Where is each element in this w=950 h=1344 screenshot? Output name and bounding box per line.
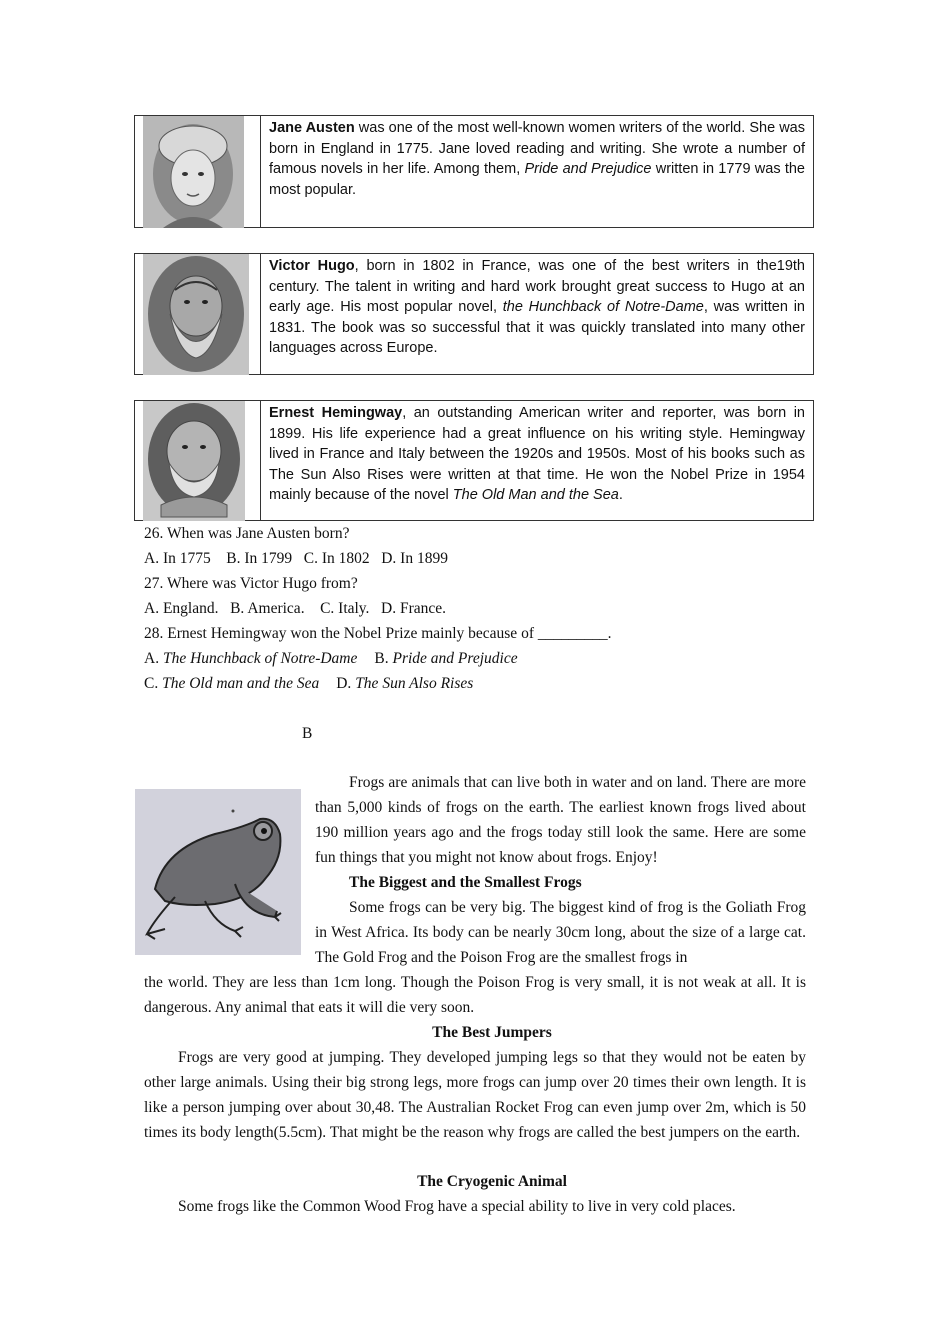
frog-image — [135, 789, 301, 955]
question-28-options-cd: C. The Old man and the Sea D. The Sun Also Rises — [144, 675, 474, 692]
victor-hugo-name: Victor Hugo — [269, 258, 355, 274]
intro-paragraph: Frogs are animals that can live both in water and on land. There are more than 5,000 kinds of frogs on the earth. The earliest known frogs lived about 190 million years ago and the frogs today still look the same. Here are some fun things that you might not know about frogs. Enjoy! — [315, 774, 806, 866]
victor-hugo-card — [134, 253, 814, 375]
jane-austen-portrait — [135, 116, 261, 227]
heading-biggest-smallest: The Biggest and the Smallest Frogs — [349, 874, 582, 891]
section-b-label: B — [302, 725, 313, 742]
ernest-hemingway-text: Ernest Hemingway, an outstanding American writer and reporter, was born in 1899. His life experience had a great influence on his writing style. Hemingway lived in France and Italy between the 1920s and 1950s. Most of his books such as The Sun Also Rises were written at that time. He won the Nobel Prize in 1954 mainly because of the novel The Old Man and the Sea. — [269, 405, 805, 503]
question-27-options: A. England. B. America. C. Italy. D. France. — [144, 600, 447, 617]
heading-best-jumpers: The Best Jumpers — [432, 1024, 552, 1041]
paragraph-cryogenic-animal: Some frogs like the Common Wood Frog have a special ability to live in very cold places. — [178, 1198, 736, 1215]
heading-cryogenic-animal: The Cryogenic Animal — [417, 1173, 567, 1190]
book-title: The Old Man and the Sea — [452, 487, 619, 503]
victor-hugo-text: Victor Hugo, born in 1802 in France, was one of the best writers in the19th century. The talent in writing and hard work brought great success to Hugo at an early age. His most popular novel, the Hunchback of Notre-Dame, was written in 1831. The book was so successful that it was quickly translated into many other languages across Europe. — [269, 258, 805, 356]
question-28: 28. Ernest Hemingway won the Nobel Prize mainly because of _________. — [144, 625, 612, 642]
jane-austen-name: Jane Austen — [269, 120, 355, 136]
paragraph-best-jumpers: Frogs are very good at jumping. They developed jumping legs so that they would not be eaten by other large animals. Using their big strong legs, more frogs can jump over 20 times their own length. It is like a person jumping over about 30,48. The Australian Rocket Frog can even jump over 2m, which is 50 times its body length(5.5cm). That might be the reason why frogs are called the best jumpers on the earth. — [144, 1049, 806, 1141]
paragraph-biggest-smallest-full: the world. They are less than 1cm long. Though the Poison Frog is very small, it is not weak at all. It is dangerous. Any animal that eats it will die very soon. — [144, 974, 806, 1016]
book-title: Pride and Prejudice — [524, 161, 652, 177]
paragraph-biggest-smallest-wrapped: Some frogs can be very big. The biggest kind of frog is the Goliath Frog in West Africa. Its body can be nearly 30cm long, about the size of a large cat. The Gold Frog and the Poison Frog are the smallest frogs in — [315, 899, 806, 966]
question-28-options-ab: A. The Hunchback of Notre-Dame B. Pride and Prejudice — [144, 650, 518, 667]
book-title: the Hunchback of Notre-Dame — [502, 299, 704, 315]
jane-austen-card — [134, 115, 814, 228]
question-26: 26. When was Jane Austen born? — [144, 525, 350, 542]
victor-hugo-portrait — [135, 254, 261, 374]
jane-austen-text: Jane Austen was one of the most well-known women writers of the world. She was born in England in 1775. Jane loved reading and writing. She wrote a number of famous novels in her life. Among them, Pride and Prejudice written in 1779 was the most popular. — [269, 120, 805, 198]
question-26-options: A. In 1775 B. In 1799 C. In 1802 D. In 1899 — [144, 550, 448, 567]
ernest-hemingway-card — [134, 400, 814, 521]
ernest-hemingway-portrait — [135, 401, 261, 520]
ernest-hemingway-name: Ernest Hemingway — [269, 405, 403, 421]
question-27: 27. Where was Victor Hugo from? — [144, 575, 358, 592]
